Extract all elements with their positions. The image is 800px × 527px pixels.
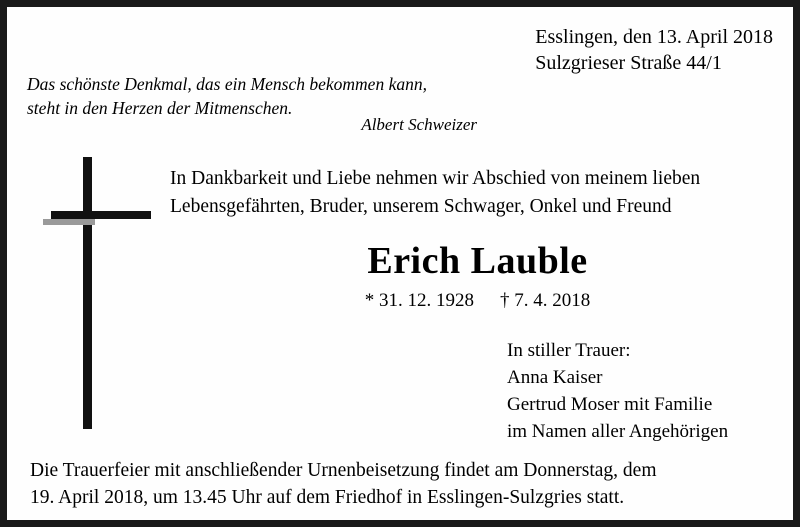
cross-vertical-bar [83, 157, 92, 429]
ceremony-line-2: 19. April 2018, um 13.45 Uhr auf dem Friedhof in Esslingen-Sulzgries statt. [30, 487, 625, 509]
mourner-entry: Gertrud Moser mit Familie [507, 394, 713, 416]
quote-line-2: steht in den Herzen der Mitmenschen. [27, 97, 293, 118]
christian-cross-icon [31, 157, 161, 447]
quote-author: Albert Schweizer [361, 115, 477, 134]
memorial-quote [27, 73, 477, 120]
mourner-entry: im Namen aller Angehörigen [507, 421, 729, 443]
mourners-title: In stiller Trauer: [507, 340, 631, 361]
place-and-date: Esslingen, den 13. April 2018 [535, 26, 773, 48]
cross-shadow-bar [43, 219, 95, 225]
street-address: Sulzgrieser Straße 44/1 [535, 51, 722, 74]
mourners-block [507, 337, 728, 446]
announcement-line-1: In Dankbarkeit und Liebe nehmen wir Abschied von meinem lieben [170, 168, 701, 189]
life-dates [170, 290, 785, 312]
death-date: † 7. 4. 2018 [500, 290, 591, 311]
announcement-line-2: Lebensgefährten, Bruder, unserem Schwager, Onkel und Freund [170, 195, 672, 217]
notice-inner [7, 7, 793, 520]
birth-date: * 31. 12. 1928 [364, 290, 474, 311]
deceased-name: Erich Lauble [367, 240, 588, 282]
notice-header [535, 25, 773, 76]
quote-line-1: Das schönste Denkmal, das ein Mensch bekommen kann, [27, 74, 427, 94]
cross-horizontal-bar [51, 211, 151, 219]
announcement-text [170, 165, 785, 220]
mourner-entry: Anna Kaiser [507, 367, 603, 389]
ceremony-line-1: Die Trauerfeier mit anschließender Urnenbeisetzung findet am Donnerstag, dem [30, 460, 657, 481]
ceremony-details [30, 457, 790, 512]
